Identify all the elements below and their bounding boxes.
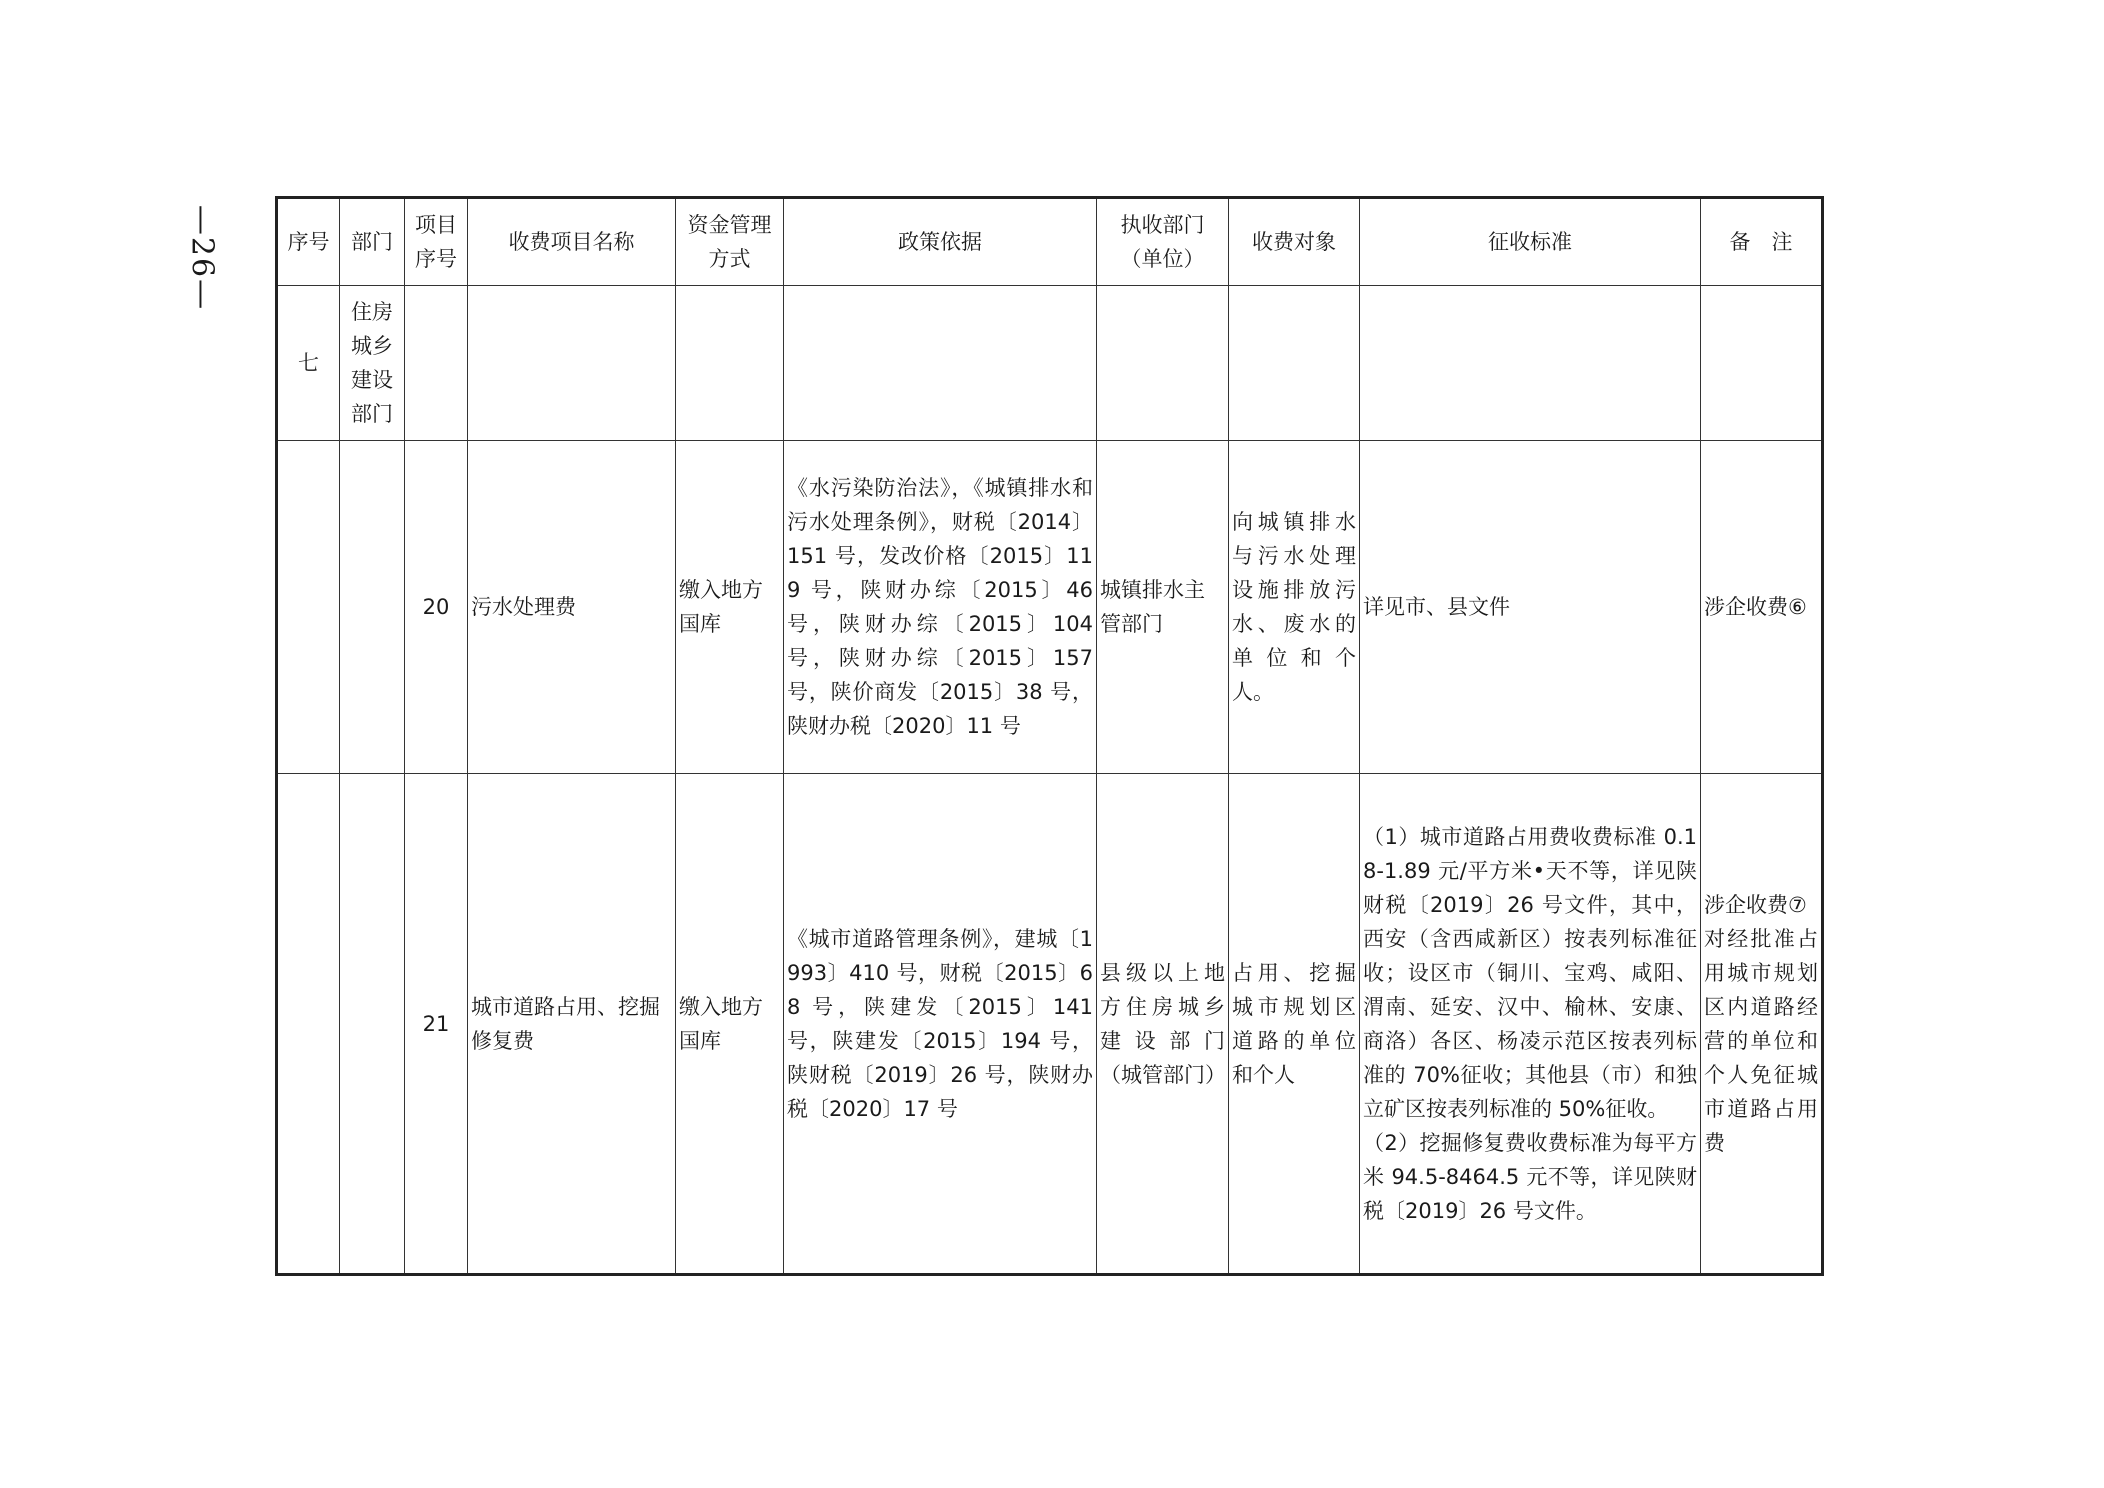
empty-cell: [676, 286, 784, 441]
empty-cell: [1701, 286, 1823, 441]
standard-cell: 详见市、县文件: [1360, 441, 1701, 774]
header-remark: 备 注: [1701, 198, 1823, 286]
remark-paragraph-2: 对经批准占用城市规划区内道路经营的单位和个人免征城市道路占用费: [1704, 926, 1818, 1155]
remark-cell: [1701, 774, 1823, 1275]
policy-cell: 《城市道路管理条例》，建城〔1993〕410 号，财税〔2015〕68 号，陕建发〔2015〕141 号，陕建发〔2015〕194 号，陕财税〔2019〕26 号，陕财办税〔2020〕17 号: [784, 774, 1097, 1275]
header-item-seq: 项目序号: [405, 198, 468, 286]
header-collector: 执收部门（单位）: [1097, 198, 1229, 286]
empty-cell: [340, 774, 405, 1275]
empty-cell: [340, 441, 405, 774]
dept-name-cell: 住房城乡建设部门: [340, 286, 405, 441]
header-seq: 序号: [277, 198, 340, 286]
item-name-cell: 污水处理费: [468, 441, 676, 774]
empty-cell: [1360, 286, 1701, 441]
standard-paragraph-2: （2）挖掘修复费收费标准为每平方米 94.5-8464.5 元不等，详见陕财税〔2019〕26 号文件。: [1363, 1130, 1697, 1223]
table-row: [277, 774, 1823, 1275]
policy-cell: 《水污染防治法》，《城镇排水和污水处理条例》，财税〔2014〕151 号，发改价格〔2015〕119 号，陕财办综〔2015〕46 号，陕财办综〔2015〕104 号，陕财办综〔2015〕157 号，陕价商发〔2015〕38 号，陕财办税〔2020〕11 号: [784, 441, 1097, 774]
table-row: [277, 441, 1823, 774]
collector-cell: 城镇排水主管部门: [1097, 441, 1229, 774]
item-name-cell: 城市道路占用、挖掘修复费: [468, 774, 676, 1275]
empty-cell: [1097, 286, 1229, 441]
empty-cell: [784, 286, 1097, 441]
empty-cell: [277, 774, 340, 1275]
table-row-department: [277, 286, 1823, 441]
page-number: —26—: [184, 204, 220, 312]
empty-cell: [1229, 286, 1360, 441]
item-seq-cell: 21: [405, 774, 468, 1275]
header-payer: 收费对象: [1229, 198, 1360, 286]
fund-mgmt-cell: 缴入地方国库: [676, 774, 784, 1275]
empty-cell: [468, 286, 676, 441]
remark-paragraph-1: 涉企收费⑦: [1704, 892, 1807, 917]
header-name: 收费项目名称: [468, 198, 676, 286]
header-row: [277, 198, 1823, 286]
header-standard: 征收标准: [1360, 198, 1701, 286]
empty-cell: [405, 286, 468, 441]
item-seq-cell: 20: [405, 441, 468, 774]
header-dept: 部门: [340, 198, 405, 286]
standard-cell: [1360, 774, 1701, 1275]
header-fund-mgmt: 资金管理方式: [676, 198, 784, 286]
payer-cell: 占用、挖掘城市规划区道路的单位和个人: [1229, 774, 1360, 1275]
payer-cell: 向城镇排水与污水处理设施排放污水、废水的单位和个人。: [1229, 441, 1360, 774]
standard-paragraph-1: （1）城市道路占用费收费标准 0.18-1.89 元/平方米•天不等，详见陕财税〔2019〕26 号文件，其中，西安（含西咸新区）按表列标准征收；设区市（铜川、宝鸡、咸阳、渭南、延安、汉中、榆林、安康、商洛）各区、杨凌示范区按表列标准的 70%征收；其他县（市）和独立矿区按表列标准的 50%征收。: [1363, 824, 1697, 1121]
empty-cell: [277, 441, 340, 774]
fee-table: [275, 196, 1824, 1276]
dept-seq-cell: 七: [277, 286, 340, 441]
remark-cell: 涉企收费⑥: [1701, 441, 1823, 774]
fund-mgmt-cell: 缴入地方国库: [676, 441, 784, 774]
collector-cell: 县级以上地方住房城乡建设部门（城管部门）: [1097, 774, 1229, 1275]
header-policy: 政策依据: [784, 198, 1097, 286]
